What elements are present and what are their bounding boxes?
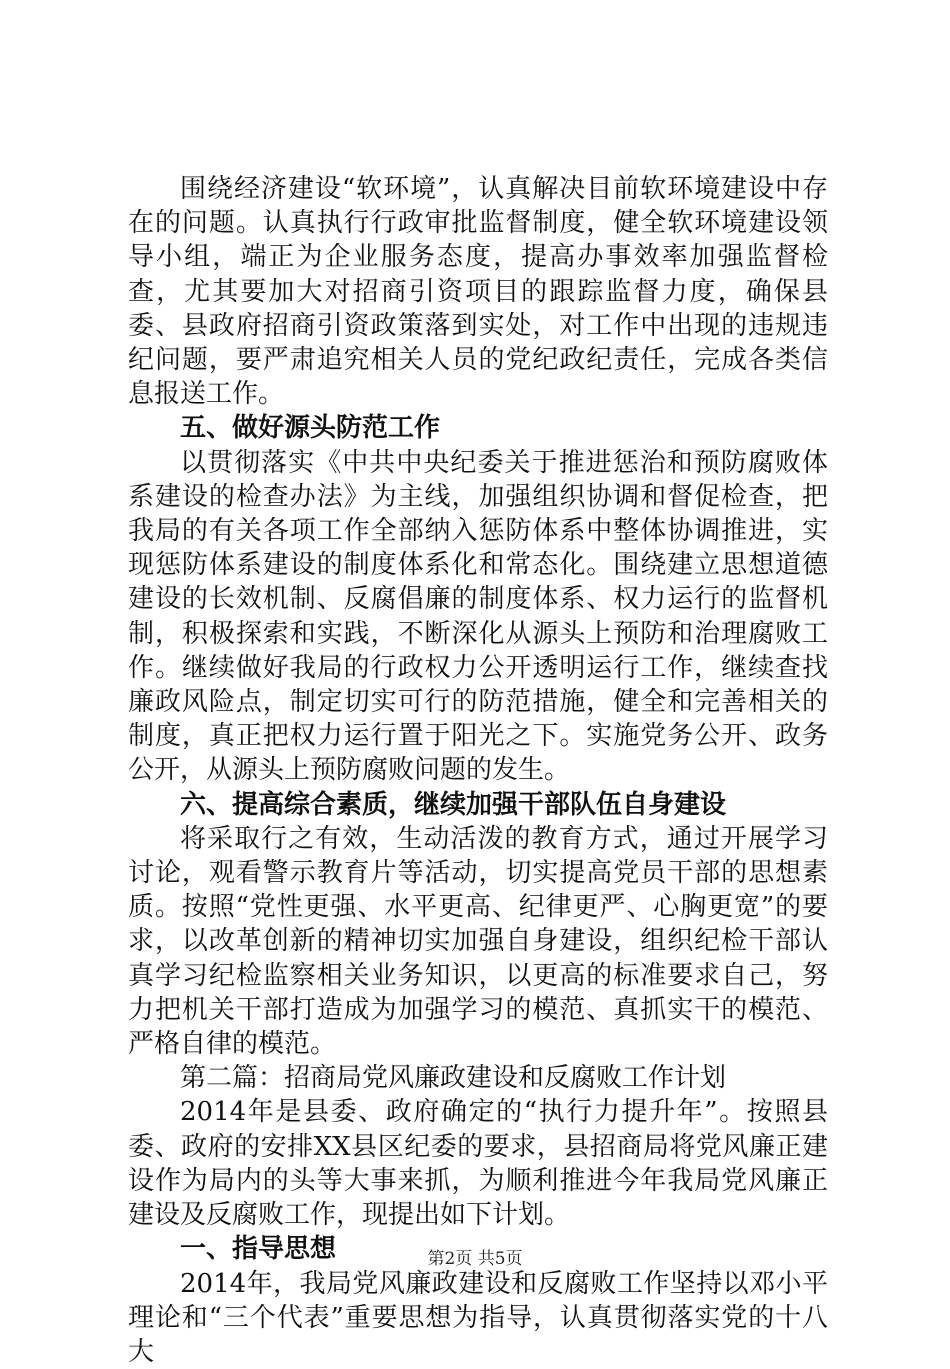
section-heading-5: 五、做好源头防范工作 bbox=[128, 411, 828, 445]
part-two-title: 第二篇：招商局党风廉政建设和反腐败工作计划 bbox=[128, 1061, 828, 1095]
paragraph-guiding-thought: 2014年，我局党风廉政建设和反腐败工作坚持以邓小平理论和“三个代表”重要思想为指导，认真贯彻落实党的十八大 bbox=[128, 1267, 828, 1369]
section-heading-6: 六、提高综合素质，继续加强干部队伍自身建设 bbox=[128, 788, 828, 822]
section-heading-1: 一、指导思想 bbox=[128, 1232, 828, 1266]
paragraph-plan-intro: 2014年是县委、政府确定的“执行力提升年”。按照县委、政府的安排XX县区纪委的要求，县招商局将党风廉正建设作为局内的头等大事来抓，为顺利推进今年我局党风廉正建设及反腐败工作，现提出如下计划。 bbox=[128, 1095, 828, 1232]
document-body bbox=[128, 172, 828, 1369]
paragraph-source-prevention: 以贯彻落实《中共中央纪委关于推进惩治和预防腐败体系建设的检查办法》为主线，加强组织协调和督促检查，把我局的有关各项工作全部纳入惩防体系中整体协调推进，实现惩防体系建设的制度体系化和常态化。围绕建立思想道德建设的长效机制、反腐倡廉的制度体系、权力运行的监督机制，积极探索和实践，不断深化从源头上预防和治理腐败工作。继续做好我局的行政权力公开透明运行工作，继续查找廉政风险点，制定切实可行的防范措施，健全和完善相关的制度，真正把权力运行置于阳光之下。实施党务公开、政务公开，从源头上预防腐败问题的发生。 bbox=[128, 446, 828, 788]
page-number-footer: 第2页 共5页 bbox=[0, 1244, 950, 1269]
paragraph-team-building: 将采取行之有效，生动活泼的教育方式，通过开展学习讨论，观看警示教育片等活动，切实提高党员干部的思想素质。按照“党性更强、水平更高、纪律更严、心胸更宽”的要求，以改革创新的精神切实加强自身建设，组织纪检干部认真学习纪检监察相关业务知识，以更高的标准要求自己，努力把机关干部打造成为加强学习的模范、真抓实干的模范、严格自律的模范。 bbox=[128, 822, 828, 1061]
paragraph-soft-environment: 围绕经济建设“软环境”，认真解决目前软环境建设中存在的问题。认真执行行政审批监督制度，健全软环境建设领导小组，端正为企业服务态度，提高办事效率加强监督检查，尤其要加大对招商引资项目的跟踪监督力度，确保县委、县政府招商引资政策落到实处，对工作中出现的违规违纪问题，要严肃追究相关人员的党纪政纪责任，完成各类信息报送工作。 bbox=[128, 172, 828, 411]
